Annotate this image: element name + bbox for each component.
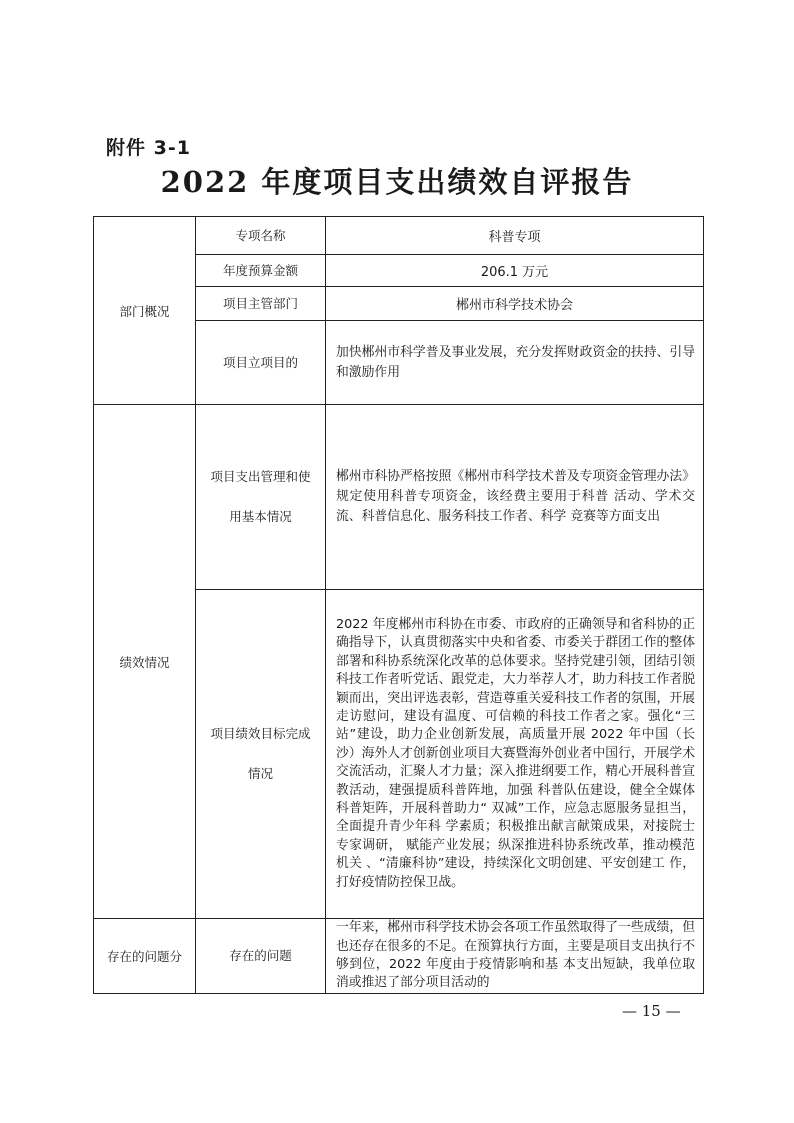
label-project-name: 专项名称: [196, 217, 326, 255]
label-achievement-line1: 项目绩效目标完成: [210, 726, 311, 741]
value-problems: [326, 919, 704, 994]
label-purpose: 项目立项目的: [196, 321, 326, 405]
label-management-line1: 项目支出管理和使: [210, 469, 311, 484]
problems-text: 一年来，郴州市科学技术协会各项工作虽然取得了一些成绩，但也还存在很多的不足。在预算执行方面，主要是项目支出执行不够到位，2022 年度由于疫情影响和基 本支出短缺，我单位取消或推迟了部分项目活动的: [336, 920, 695, 991]
achievement-text: 2022 年度郴州市科协在市委、市政府的正确领导和省科协的正确指导下，认真贯彻落实中央和省委、市委关于群团工作的整体部署和科协系统深化改革的总体要求。坚持党建引领，团结引领科技工作者听党话、跟党走，大力举荐人才，助力科技工作者脱颖而出，突出评选表彰，营造尊重关爱科技工作者的氛围，开展走访慰问，建设有温度、可信赖的科技工作者之家。强化“三站”建设，助力企业创新发展，高质量开展 2022 年中国（长沙）海外人才创新创业项目大赛暨海外创业者中国行，开展学术交流活动，汇聚人才力量；深入推进纲要工作，精心开展科普宣教活动，建强提质科普阵地，加强 科普队伍建设，健全全媒体科普矩阵，开展科普助力“ 双减”工作，应急志愿服务显担当，全面提升青少年科 学素质；积极推出献言献策成果，对接院士专家调研， 赋能产业发展；纵深推进科协系统改革，推动模范机关 、“清廉科协”建设，持续深化文明创建、平安创建工 作，打好疫情防控保卫战。: [336, 616, 695, 890]
performance-report-table: [93, 216, 704, 994]
value-management: [326, 405, 704, 590]
label-achievement: [196, 590, 326, 919]
value-achievement: [326, 590, 704, 919]
page-number: — 15 —: [622, 1002, 681, 1020]
table-row: [94, 217, 704, 255]
label-management: [196, 405, 326, 590]
table-row: [94, 919, 704, 994]
attachment-label: 附件 3-1: [106, 137, 191, 159]
label-dept-in-charge: 项目主管部门: [196, 287, 326, 321]
section-dept: 部门概况: [94, 217, 196, 405]
purpose-text: 加快郴州市科学普及事业发展，充分发挥财政资金的扶持、引导和激励作用: [336, 344, 695, 380]
management-text: 郴州市科协严格按照《郴州市科学技术普及专项资金管理办法》规定使用科普专项资金，该经费主要用于科普 活动、学术交流、科普信息化、服务科技工作者、科学 竞赛等方面支出: [336, 469, 695, 524]
value-budget: 206.1 万元: [326, 255, 704, 287]
section-performance: 绩效情况: [94, 405, 196, 919]
label-problems: 存在的问题: [196, 919, 326, 994]
label-management-line2: 用基本情况: [229, 509, 292, 524]
label-achievement-line2: 情况: [247, 766, 273, 781]
value-dept-in-charge: 郴州市科学技术协会: [326, 287, 704, 321]
value-project-name: 科普专项: [326, 217, 704, 255]
value-purpose: [326, 321, 704, 405]
section-problems: 存在的问题分: [94, 919, 196, 994]
page-title: 2022 年度项目支出绩效自评报告: [160, 165, 634, 199]
table-row: [94, 405, 704, 590]
label-budget: 年度预算金额: [196, 255, 326, 287]
